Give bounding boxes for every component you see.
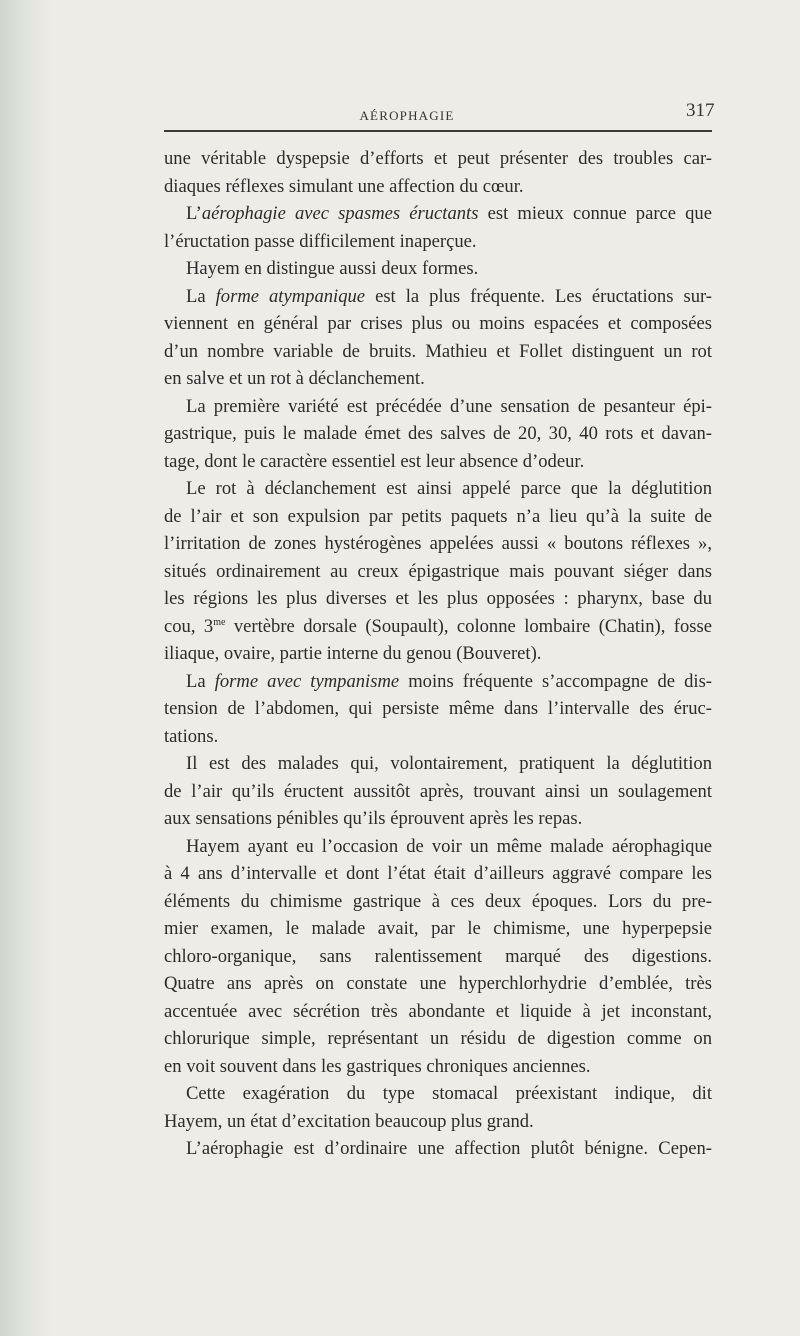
text-line: chlorurique simple, représentant un résidu de digestion comme on	[164, 1028, 712, 1049]
text-line: chloro-organique, sans ralentissement marqué des digestions.	[164, 945, 712, 967]
text-line: en salve et un rot à déclanchement.	[164, 368, 425, 389]
text-line: cou, $3^{me}$ vertèbre dorsale (Soupault), colonne lombaire (Chatin), fosse	[164, 615, 712, 637]
text-line: d’un nombre variable de bruits. Mathieu et Follet distinguent un rot	[164, 340, 712, 362]
text-line: Hayem en distingue aussi deux formes.	[186, 258, 479, 279]
text-line: viennent en général par crises plus ou moins espacées et composées	[164, 313, 712, 334]
header-rule	[164, 130, 712, 132]
running-title: AÉROPHAGIE	[359, 108, 455, 123]
text-line: La première variété est précédée d’une sensation de pesanteur épi-	[186, 395, 712, 417]
page-edge-shadow	[0, 0, 52, 1336]
text-line: La forme atympanique est la plus fréquente. Les éructations sur-	[186, 285, 712, 307]
text-line: de l’air qu’ils éructent aussitôt après, trouvant ainsi un soulagement	[164, 780, 712, 802]
text-line: L’aérophagie est d’ordinaire une affection plutôt bénigne. Cepen-	[186, 1138, 712, 1159]
text-line: Il est des malades qui, volontairement, pratiquent la déglutition	[186, 753, 712, 774]
text-line: mier examen, le malade avait, par le chimisme, une hyperpepsie	[164, 918, 712, 939]
text-line: les régions les plus diverses et les plus opposées : pharynx, base du	[164, 588, 712, 609]
text-line: L’aérophagie avec spasmes éructants est mieux connue parce que	[186, 203, 712, 224]
text-line: tension de l’abdomen, qui persiste même dans l’intervalle des éruc-	[164, 698, 712, 719]
text-line: l’éructation passe difficilement inaperçue.	[164, 230, 477, 252]
text-line: à 4 ans d’intervalle et dont l’état était d’ailleurs aggravé compare les	[164, 863, 712, 884]
text-line: situés ordinairement au creux épigastrique mais pouvant siéger dans	[164, 560, 712, 582]
text-line: éléments du chimisme gastrique à ces deux époques. Lors du pre-	[164, 890, 712, 912]
text-line: aux sensations pénibles qu’ils éprouvent après les repas.	[164, 808, 583, 829]
text-line: accentuée avec sécrétion très abondante et liquide à jet inconstant,	[164, 1000, 712, 1022]
text-line: en voit souvent dans les gastriques chroniques anciennes.	[164, 1055, 591, 1077]
text-line: une véritable dyspepsie d’efforts et peut présenter des troubles car-	[164, 148, 712, 169]
text-line: La forme avec tympanisme moins fréquente s’accompagne de dis-	[186, 670, 713, 692]
text-line: gastrique, puis le malade émet des salves de 20, 30, 40 rots et davan-	[164, 423, 712, 444]
text-line: iliaque, ovaire, partie interne du genou (Bouveret).	[164, 643, 542, 664]
page-header	[0, 0, 800, 123]
page-number: 317	[686, 100, 715, 121]
text-line: l’irritation de zones hystérogènes appelées aussi « boutons réflexes »,	[164, 533, 712, 554]
text-line: Hayem, un état d’excitation beaucoup plus grand.	[164, 1110, 534, 1132]
text-line: Quatre ans après on constate une hyperchlorhydrie d’emblée, très	[164, 973, 712, 994]
text-line: Le rot à déclanchement est ainsi appelé parce que la déglutition	[186, 478, 712, 499]
text-line: Hayem ayant eu l’occasion de voir un même malade aérophagique	[186, 835, 712, 857]
text-line: de l’air et son expulsion par petits paquets n’a lieu qu’à la suite de	[164, 505, 712, 527]
body-text	[164, 145, 712, 1163]
text-line: Cette exagération du type stomacal préexistant indique, dit	[186, 1083, 712, 1104]
text-line: diaques réflexes simulant une affection du cœur.	[164, 175, 524, 197]
text-line: tage, dont le caractère essentiel est leur absence d’odeur.	[164, 450, 585, 472]
text-line: tations.	[164, 725, 219, 747]
